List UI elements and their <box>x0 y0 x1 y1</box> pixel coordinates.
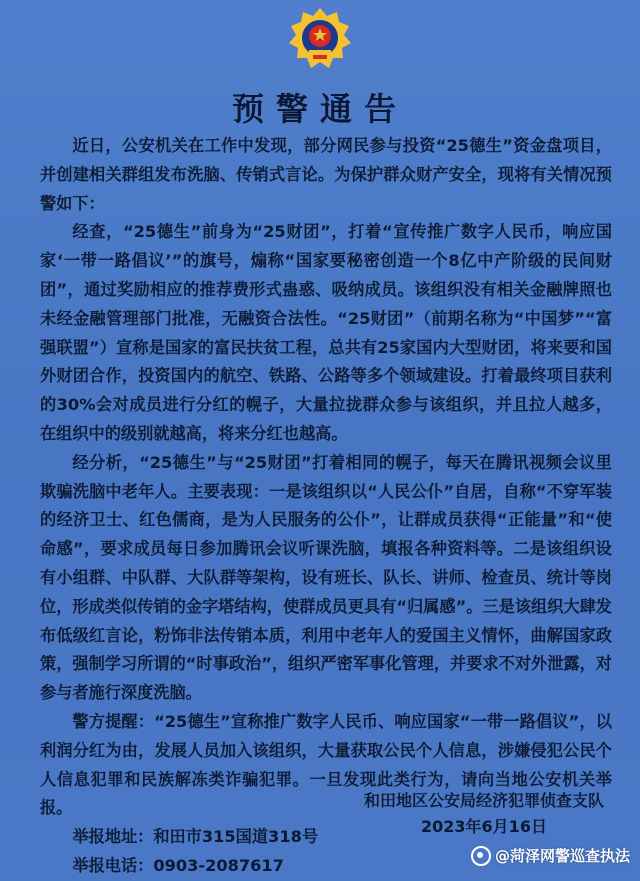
watermark-logo-icon <box>471 846 491 866</box>
signature-block <box>364 788 604 840</box>
notice-body <box>40 132 612 881</box>
paragraph-intro: 近日，公安机关在工作中发现，部分网民参与投资“25德生”资金盘项目，并创建相关群组发布洗脑、传销式言论。为保护群众财产安全，现将有关情况预警如下： <box>40 136 612 213</box>
report-phone: 举报电话：0903-2087617 <box>72 855 284 875</box>
signature-date: 2023年6月16日 <box>421 817 547 836</box>
paragraph-investigation: 经查，“25德生”前身为“25财团”，打着“宣传推广数字人民币，响应国家‘一带一路倡议’”的旗号，煽称“国家要秘密创造一个8亿中产阶级的民间财团”，通过奖励相应的推荐费形式蛊惑、吸纳成员。该组织没有相关金融牌照也未经金融管理部门批准，无融资合法性。“25财团”（前期名称为“中国梦”“富强联盟”）宣称是国家的富民扶贫工程，总共有25家国内大型财团，将来要和国外财团合作，投资国内的航空、铁路、公路等多个领域建设。打着最终项目获利的30%会对成员进行分红的幌子，大量拉拢群众参与该组织，并且拉人越多，在组织中的级别就越高，将来分红也越高。 <box>40 222 612 443</box>
report-address: 举报地址：和田市315国道318号 <box>72 827 319 847</box>
paragraph-police-reminder: 警方提醒：“25德生”宣称推广数字人民币、响应国家“一带一路倡议”，以利润分红为由，发展人员加入该组织，大量获取公民个人信息，涉嫌侵犯公民个人信息犯罪和民族解冻类诈骗犯罪。一旦发现此类行为，请向当地公安机关举报。 <box>40 711 612 818</box>
paragraph-analysis: 经分析，“25德生”与“25财团”打着相同的幌子，每天在腾讯视频会议里欺骗洗脑中老年人。主要表现：一是该组织以“人民公仆”自居，自称“不穿军装的经济卫士、红色儒商，是为人民服务的公仆”，让群成员获得“正能量”和“使命感”，要求成员每日参加腾讯会议听课洗脑，填报各种资料等。二是该组织设有小组群、中队群、大队群等架构，设有班长、队长、讲师、检查员、统计等岗位，形成类似传销的金字塔结构，使群成员更具有“归属感”。三是该组织大肆发布低级红言论，粉饰非法传销本质，利用中老年人的爱国主义情怀，曲解国家政策，强制学习所谓的“时事政治”，组织严密军事化管理，并要求不对外泄露，对参与者施行深度洗脑。 <box>40 452 612 703</box>
notice-title: 预警通告 <box>231 90 408 128</box>
watermark <box>471 845 630 866</box>
watermark-text: @菏泽网警巡查执法 <box>494 847 630 865</box>
police-emblem-icon <box>287 6 353 72</box>
signature-org: 和田地区公安局经济犯罪侦查支队 <box>363 791 604 810</box>
